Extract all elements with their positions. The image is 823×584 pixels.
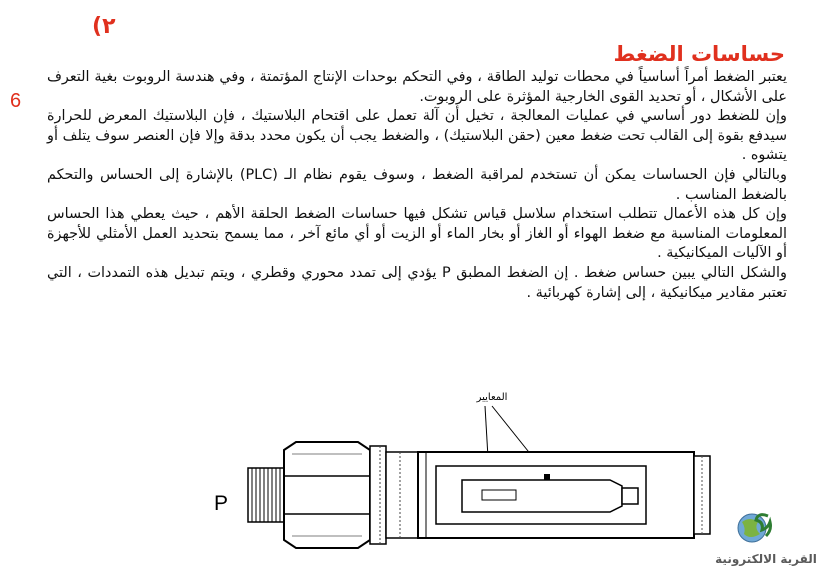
paragraph: وإن كل هذه الأعمال تتطلب استخدام سلاسل قياس تشكل فيها حساسات الضغط الحلقة الأهم ، حيث يعطي هذا الحساس المعلومات المناسبة مع ضغط الهواء أو الغاز أو بخار الماء أو الزيت أو أي مائع آخر ، مما يسمح بتحديد العمل الأمثلي للأجهزة أو الآليات الميكانيكية . <box>47 206 787 262</box>
body-text <box>47 68 787 303</box>
page-number: 6 <box>10 90 22 112</box>
paragraph: وإن للضغط دور أساسي في عمليات المعالجة ، تخيل أن آلة تعمل على اقتحام البلاستيك ، فإن البلاستيك المعرض للحرارة سيدفع بقوة إلى القالب تحت ضغط معين (حقن البلاستيك) ، والضغط يجب أن يكون محدد بدقة وإلا فإن العنصر سوف يتلف أو يتشوه . <box>47 108 787 164</box>
pressure-sensor-figure <box>230 380 730 584</box>
slide-number: (٢ <box>92 14 116 39</box>
gauge-label: المعايير <box>476 392 508 403</box>
pressure-label: P <box>214 492 229 515</box>
page-title: حساسات الضغط <box>613 42 785 66</box>
paragraph: وبالتالي فإن الحساسات يمكن أن تستخدم لمراقبة الضغط ، وسوف يقوم نظام الـ (PLC) بالإشارة إلى الحساس والتحكم بالضغط المناسب . <box>47 166 787 203</box>
paragraph: يعتبر الضغط أمراً أساسياً في محطات توليد الطاقة ، وفي التحكم بوحدات الإنتاج المؤتمتة ، وفي هندسة الروبوت بغية التعرف على الأشكال ، أو تحديد القوى الخارجية المؤثرة على الروبوت. <box>47 69 787 105</box>
sensor-body <box>370 446 710 544</box>
logo-text: القرية الالكترونية <box>715 552 817 566</box>
threaded-fitting <box>248 468 284 522</box>
hex-nut <box>284 442 370 548</box>
paragraph: والشكل التالي يبين حساس ضغط . إن الضغط المطبق P يؤدي إلى تمدد محوري وقطري ، ويتم تبديل هذه التمددات ، التي تعتبر مقادير ميكانيكية ، إلى إشارة كهربائية . <box>47 264 787 301</box>
logo <box>710 510 820 582</box>
